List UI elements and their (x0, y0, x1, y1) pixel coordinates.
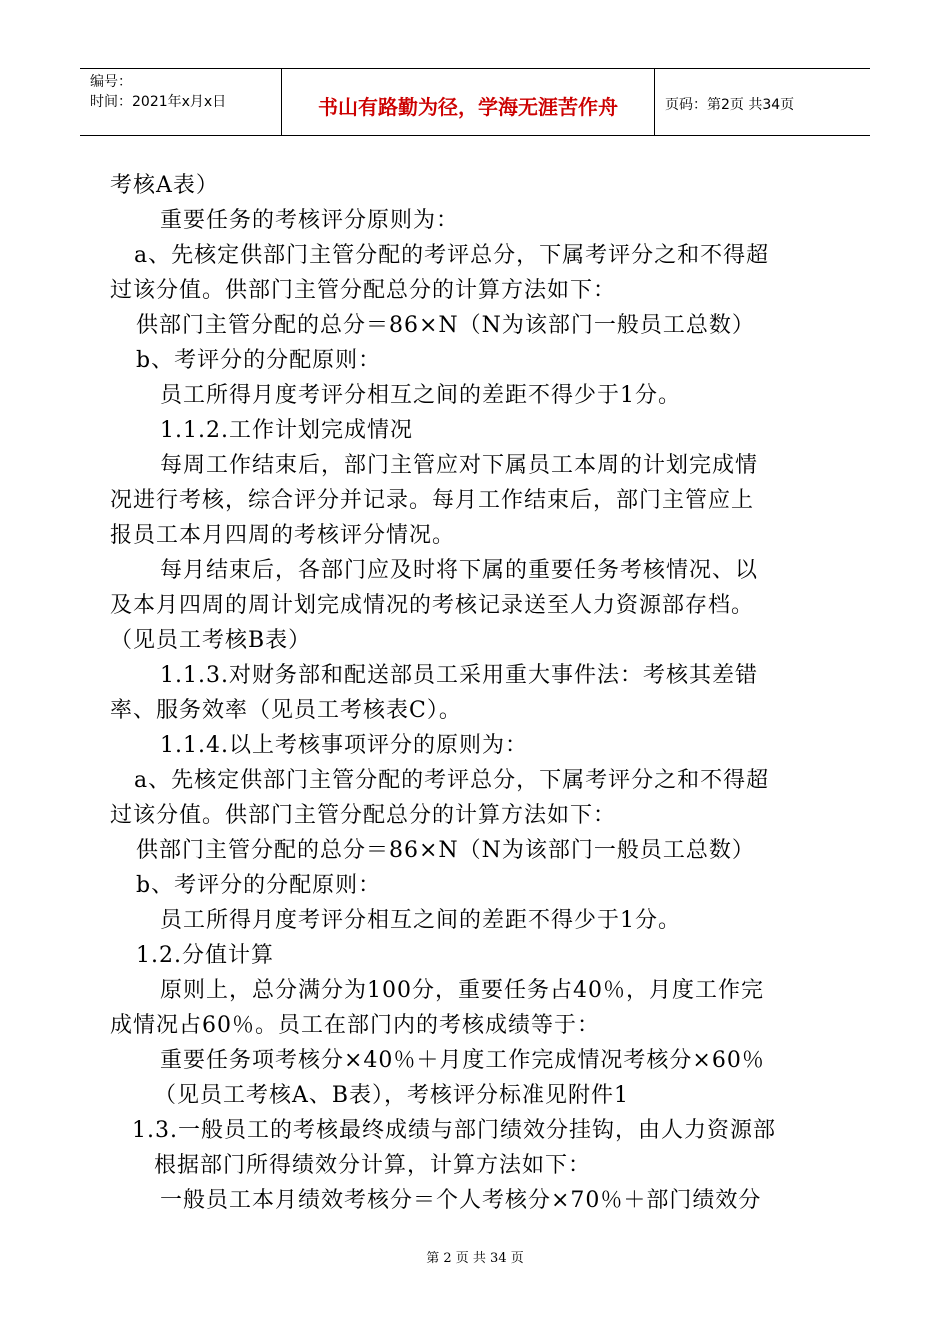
body-line: 每周工作结束后，部门主管应对下属员工本周的计划完成情 (160, 453, 759, 478)
body-line: 供部门主管分配的总分＝86×N（N为该部门一般员工总数） (136, 313, 755, 338)
body-line: 及本月四周的周计划完成情况的考核记录送至人力资源部存档。 (110, 593, 755, 618)
body-line: 1.1.2.工作计划完成情况 (160, 418, 413, 443)
body-line: （见员工考核A、B表），考核评分标准见附件1 (154, 1083, 630, 1108)
body-line: 重要任务项考核分×40％＋月度工作完成情况考核分×60％ (160, 1048, 765, 1073)
body-line: 员工所得月度考评分相互之间的差距不得少于1分。 (160, 383, 681, 408)
body-line: 每月结束后，各部门应及时将下属的重要任务考核情况、以 (160, 558, 759, 583)
body-line: 1.3.一般员工的考核最终成绩与部门绩效分挂钩，由人力资源部 (132, 1118, 776, 1143)
body-line: 供部门主管分配的总分＝86×N（N为该部门一般员工总数） (136, 838, 755, 863)
header-left-cell (80, 69, 282, 135)
body-line: b、考评分的分配原则： (136, 348, 382, 373)
body-line: 1.1.4.以上考核事项评分的原则为： (160, 733, 528, 758)
body-line: a、先核定供部门主管分配的考评总分，下属考评分之和不得超 (134, 243, 770, 268)
body-line: 报员工本月四周的考核评分情况。 (110, 523, 456, 548)
date-label: 时间：2021年x月x日 (90, 94, 227, 110)
body-line: 根据部门所得绩效分计算，计算方法如下： (154, 1153, 592, 1178)
document-body (110, 168, 842, 1218)
body-line: 况进行考核，综合评分并记录。每月工作结束后，部门主管应上 (110, 488, 755, 513)
body-line: 过该分值。供部门主管分配总分的计算方法如下： (110, 278, 617, 303)
body-line: 一般员工本月绩效考核分＝个人考核分×70％＋部门绩效分 (160, 1188, 762, 1213)
body-line: 成情况占60％。员工在部门内的考核成绩等于： (110, 1013, 600, 1038)
body-line: b、考评分的分配原则： (136, 873, 382, 898)
page-footer: 第 2 页 共 34 页 (426, 1251, 524, 1266)
body-line: 1.1.3.对财务部和配送部员工采用重大事件法：考核其差错 (160, 663, 758, 688)
body-line: 重要任务的考核评分原则为： (160, 208, 460, 233)
body-line: 1.2.分值计算 (136, 943, 274, 968)
body-line: 原则上，总分满分为100分，重要任务占40％，月度工作完 (160, 978, 764, 1003)
body-line: 考核A表） (110, 173, 219, 198)
body-line: 过该分值。供部门主管分配总分的计算方法如下： (110, 803, 617, 828)
header-table (80, 68, 870, 136)
body-line: （见员工考核B表） (110, 628, 312, 653)
number-label: 编号： (90, 74, 132, 90)
body-line: 率、服务效率（见员工考核表C）。 (110, 698, 462, 723)
body-line: a、先核定供部门主管分配的考评总分，下属考评分之和不得超 (134, 768, 770, 793)
body-line: 员工所得月度考评分相互之间的差距不得少于1分。 (160, 908, 681, 933)
header-page-info: 页码：第2页 共34页 (665, 97, 795, 113)
header-motto: 书山有路勤为径，学海无涯苦作舟 (282, 69, 655, 135)
